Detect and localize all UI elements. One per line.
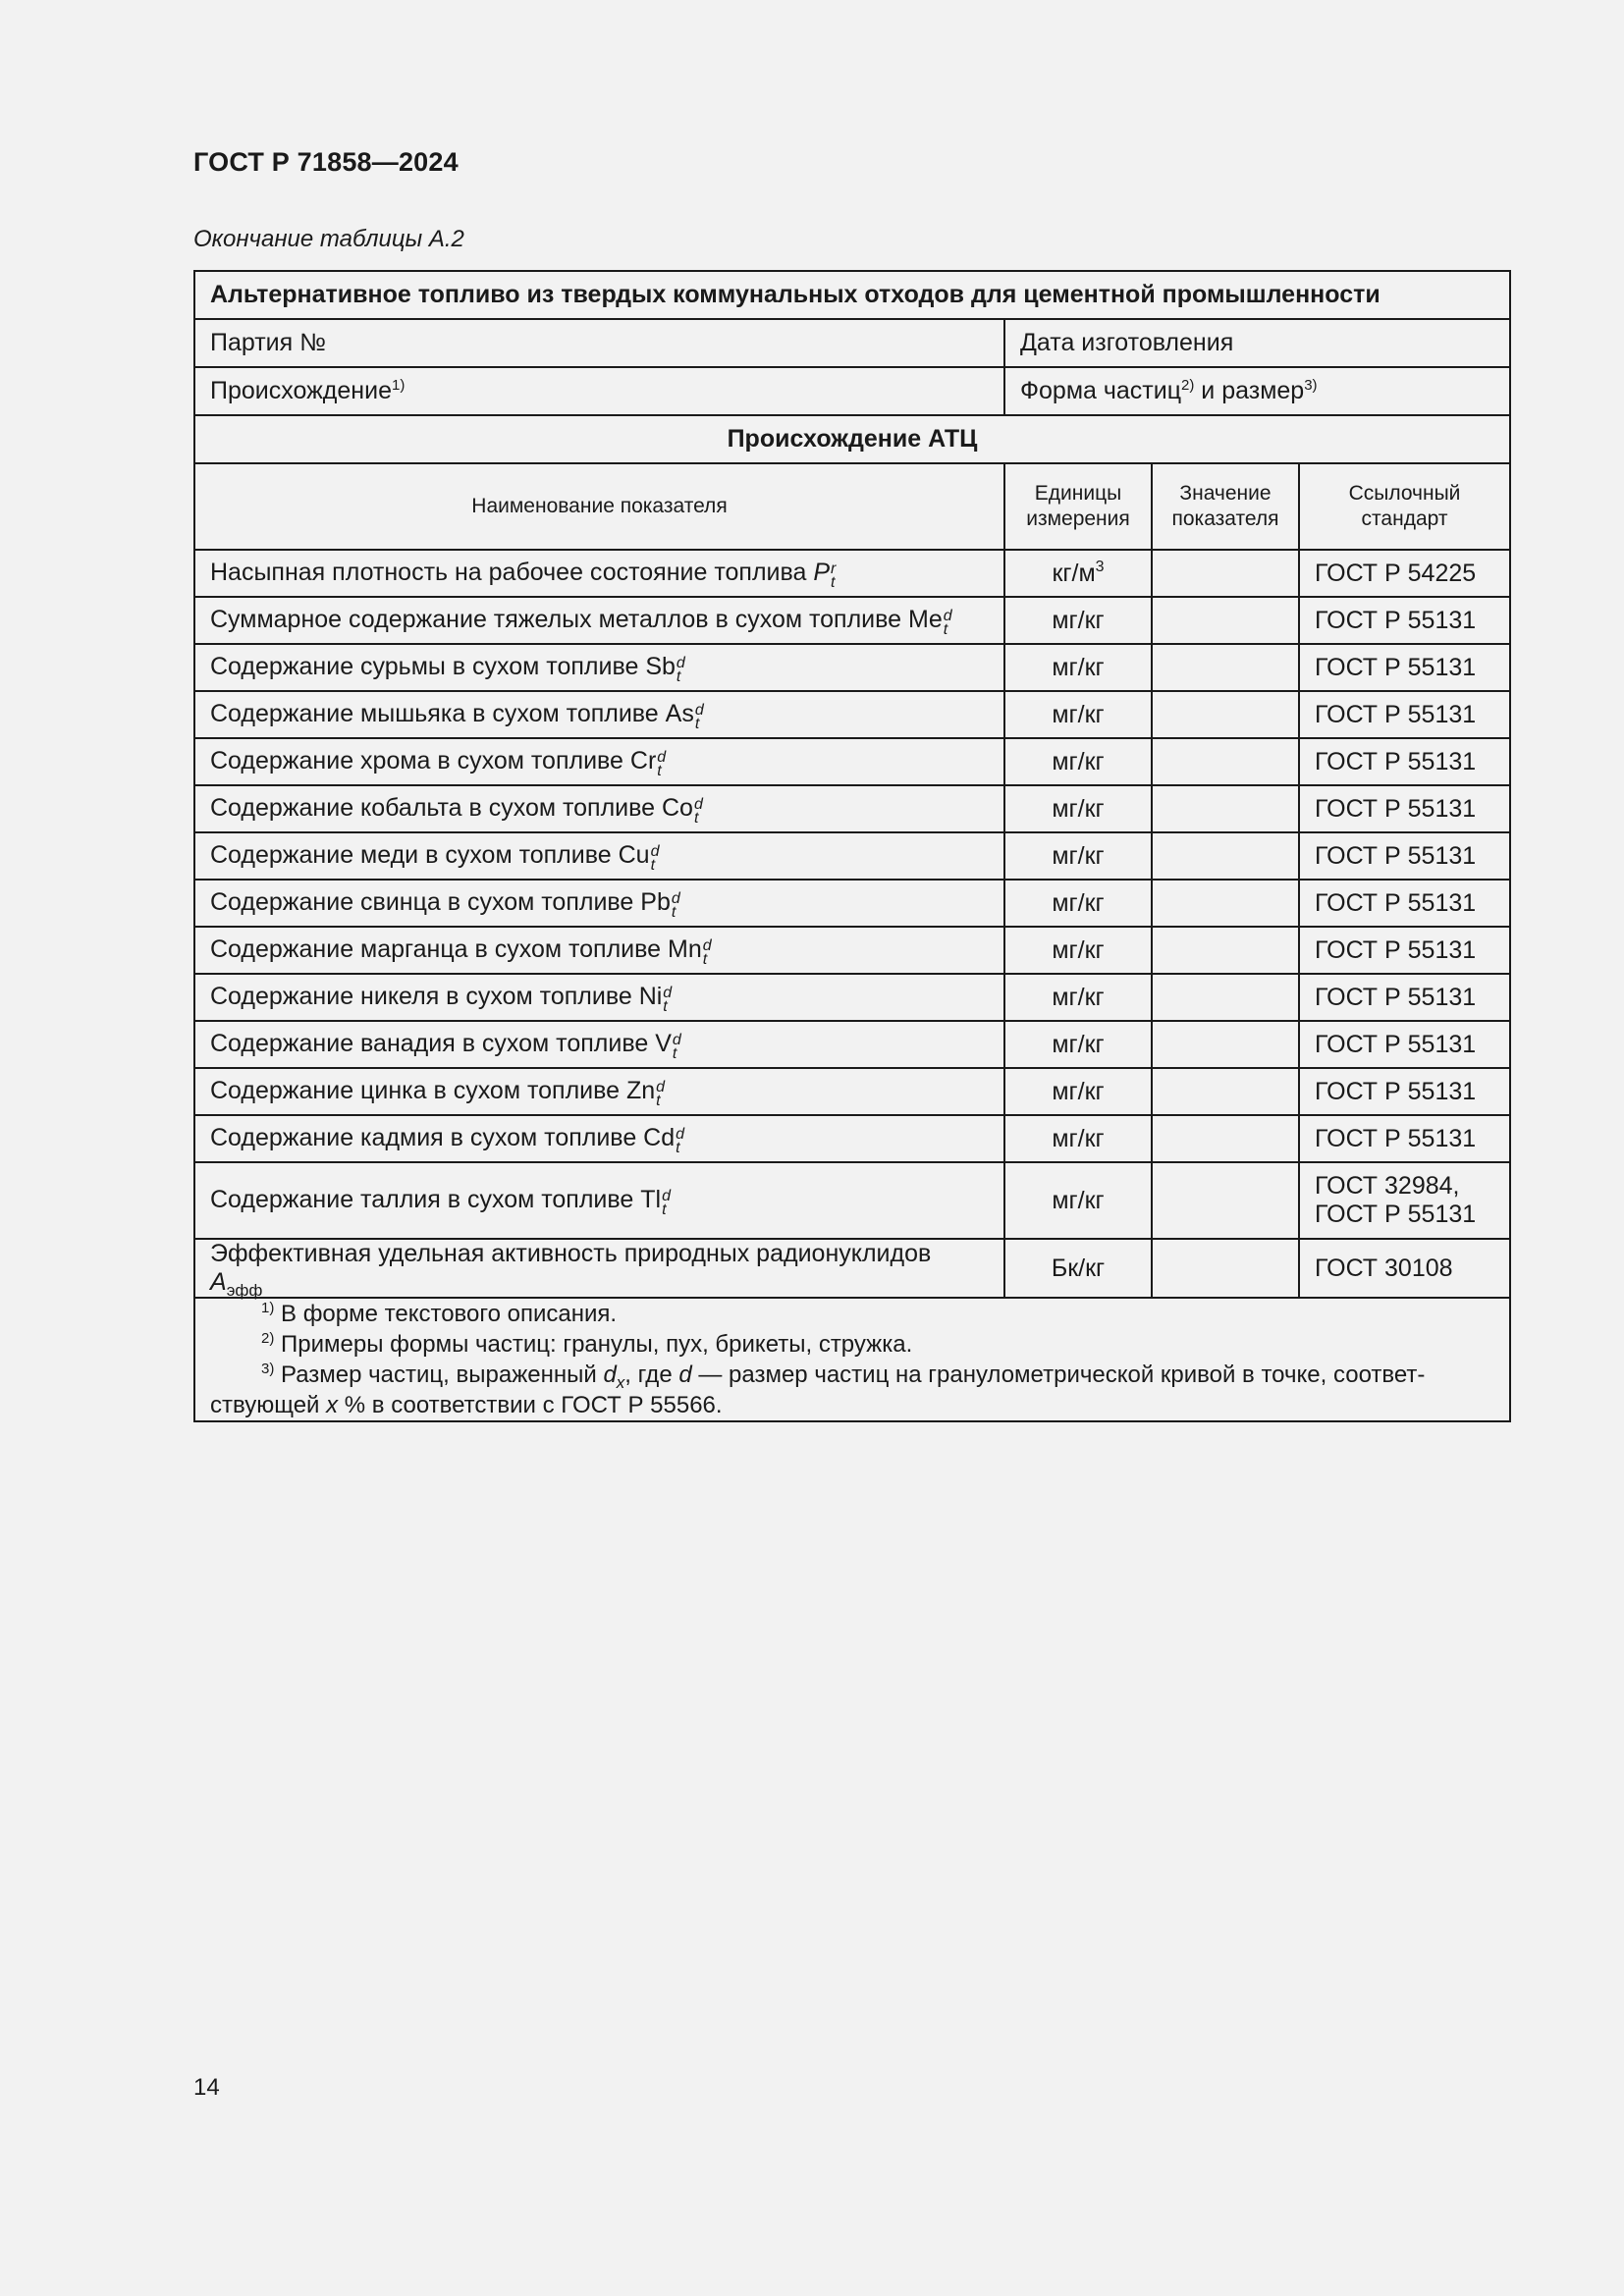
col-header-value-line1: Значение (1179, 482, 1272, 505)
symbol-sup: d (672, 1031, 681, 1048)
column-header-row (194, 463, 1510, 550)
unit-text: мг/кг (1052, 1030, 1105, 1058)
indicator-text: Содержание кадмия в сухом топливе (210, 1124, 644, 1152)
symbol-sup: d (676, 1125, 685, 1143)
table-row (194, 832, 1510, 880)
footnote-3-text-c: — размер частиц на гранулометрической кривой в точке, соответ- (691, 1362, 1426, 1388)
indicator-symbol (643, 1124, 685, 1156)
unit-text: мг/кг (1052, 747, 1105, 775)
unit-sup: 3 (1095, 558, 1105, 575)
section-title: Происхождение АТЦ (194, 415, 1510, 463)
unit-cell (1004, 1115, 1152, 1162)
unit-cell (1004, 644, 1152, 691)
unit-cell (1004, 927, 1152, 974)
value-cell (1152, 927, 1299, 974)
indicator-name (194, 550, 1004, 597)
ref-cell: ГОСТ Р 55131 (1299, 644, 1510, 691)
symbol-sub: t (676, 1139, 680, 1156)
indicator-text: Содержание цинка в сухом топливе (210, 1077, 626, 1105)
value-cell (1152, 785, 1299, 832)
section-row (194, 415, 1510, 463)
indicator-text: Содержание никеля в сухом топливе (210, 983, 639, 1011)
symbol-sup: r (831, 560, 837, 577)
col-header-unit-line2: измерения (1026, 507, 1130, 530)
indicator-text: Насыпная плотность на рабочее состояние топлива (210, 559, 814, 587)
table-row-activity (194, 1239, 1510, 1298)
ref-cell: ГОСТ Р 54225 (1299, 550, 1510, 597)
unit-text: мг/кг (1052, 606, 1105, 634)
symbol-sub: t (702, 950, 708, 968)
indicator-text: Содержание кобальта в сухом топливе (210, 794, 662, 823)
symbol-sup: d (662, 1187, 671, 1204)
footnote-3-x: x (326, 1392, 339, 1418)
footnote-1 (210, 1299, 1494, 1329)
indicator-symbol (655, 1030, 681, 1062)
footnote-3 (210, 1360, 1494, 1390)
footnote-3-text-b: , где (624, 1362, 679, 1388)
symbol-sub: t (671, 903, 677, 921)
table-row (194, 1115, 1510, 1162)
ref-cell: ГОСТ Р 55131 (1299, 927, 1510, 974)
footnotes-row (194, 1298, 1510, 1421)
shape-label: Форма частиц (1020, 377, 1182, 404)
indicator-symbol (668, 935, 712, 968)
indicator-text: Содержание хрома в сухом топливе (210, 747, 630, 775)
indicator-name (194, 597, 1004, 644)
value-cell (1152, 1162, 1299, 1239)
table-row (194, 691, 1510, 738)
size-label: и размер (1194, 377, 1305, 404)
batch-row (194, 319, 1510, 367)
footnote-2 (210, 1329, 1494, 1360)
unit-cell: мг/кг (1004, 1162, 1152, 1239)
col-header-unit (1004, 463, 1152, 550)
table-title-row (194, 271, 1510, 319)
symbol-base: Zn (625, 1077, 656, 1105)
indicator-name (194, 880, 1004, 927)
unit-cell (1004, 785, 1152, 832)
ref-cell: ГОСТ Р 55131 (1299, 880, 1510, 927)
unit-text: мг/кг (1052, 888, 1105, 917)
value-cell (1152, 691, 1299, 738)
footnote-ref-3: 3) (1304, 377, 1318, 394)
col-header-ref (1299, 463, 1510, 550)
table-row (194, 1068, 1510, 1115)
col-header-name: Наименование показателя (194, 463, 1004, 550)
symbol-sup: d (656, 1078, 666, 1095)
symbol-indices (694, 701, 704, 732)
footnote-1-mark: 1) (261, 1300, 275, 1316)
indicator-text: Содержание меди в сухом топливе (210, 841, 619, 870)
value-cell (1152, 550, 1299, 597)
date-label: Дата изготовления (1004, 319, 1510, 367)
origin-label: Происхождение (210, 377, 392, 404)
symbol-indices (676, 1125, 685, 1156)
symbol-sup: d (694, 701, 704, 719)
unit-cell (1004, 597, 1152, 644)
unit-cell (1004, 550, 1152, 597)
symbol-base: Pb (640, 888, 671, 917)
shape-cell (1004, 367, 1510, 415)
symbol-base: Me (908, 606, 943, 634)
symbol-indices (672, 1031, 681, 1062)
symbol-base: Co (662, 794, 693, 823)
indicator-symbol (665, 700, 704, 732)
footnote-2-text: Примеры формы частиц: гранулы, пух, брикеты, стружка. (274, 1331, 913, 1358)
unit-text: мг/кг (1052, 983, 1105, 1011)
symbol-sub: t (831, 573, 836, 591)
symbol-sub: t (650, 856, 656, 874)
symbol-sup: d (671, 889, 680, 907)
ref-line1: ГОСТ 32984, (1315, 1172, 1460, 1200)
unit-text: мг/кг (1052, 1077, 1105, 1105)
symbol-base: Ni (638, 983, 663, 1011)
indicator-symbol (618, 841, 660, 874)
footnote-1-text: В форме текстового описания. (274, 1301, 618, 1327)
unit-text: мг/кг (1052, 1124, 1105, 1152)
symbol-sup: d (702, 936, 712, 954)
symbol-base: V (655, 1030, 672, 1058)
indicator-text: Эффективная удельная активность природных радионуклидов (210, 1240, 932, 1267)
indicator-name (194, 1115, 1004, 1162)
indicator-symbol (908, 606, 952, 638)
unit-cell (1004, 1068, 1152, 1115)
indicator-symbol (645, 653, 685, 685)
ref-cell: ГОСТ Р 55131 (1299, 1021, 1510, 1068)
symbol-indices (663, 984, 673, 1015)
table-row (194, 644, 1510, 691)
table-caption: Окончание таблицы А.2 (193, 226, 464, 252)
value-cell (1152, 974, 1299, 1021)
table-row (194, 880, 1510, 927)
value-cell (1152, 832, 1299, 880)
unit-cell (1004, 738, 1152, 785)
footnote-3-symbol: d (603, 1362, 617, 1388)
indicator-symbol (638, 983, 673, 1015)
table-row-thallium (194, 1162, 1510, 1239)
value-cell (1152, 644, 1299, 691)
indicator-name (194, 1162, 1004, 1239)
indicator-symbol (662, 794, 703, 827)
symbol-sup: d (943, 607, 952, 624)
indicator-symbol (813, 559, 837, 591)
symbol-base: As (665, 700, 694, 728)
symbol-sub: t (676, 667, 681, 685)
col-header-ref-line1: Ссылочный (1348, 482, 1461, 505)
indicator-name (194, 1021, 1004, 1068)
indicator-text: Содержание таллия в сухом топливе (210, 1186, 641, 1214)
footnote-ref-1: 1) (391, 377, 406, 394)
footnote-3-cont-a: ствующей (210, 1392, 327, 1418)
unit-cell (1004, 691, 1152, 738)
ref-line2: ГОСТ Р 55131 (1315, 1201, 1477, 1228)
col-header-unit-line1: Единицы (1034, 482, 1122, 505)
symbol-base: Cr (629, 747, 657, 775)
symbol-base: Cd (643, 1124, 676, 1152)
origin-cell (194, 367, 1004, 415)
value-cell (1152, 597, 1299, 644)
fuel-properties-table (193, 270, 1511, 1422)
symbol-sub: t (656, 1092, 661, 1109)
symbol-base: A (210, 1268, 227, 1296)
indicator-text: Содержание мышьяка в сухом топливе (210, 700, 666, 728)
footnote-ref-2: 2) (1181, 377, 1195, 394)
symbol-sub: t (662, 1201, 667, 1218)
unit-cell (1004, 974, 1152, 1021)
symbol-sub: t (663, 997, 668, 1015)
symbol-base: P (813, 559, 831, 587)
table-row (194, 738, 1510, 785)
footnote-3-mark: 3) (261, 1361, 275, 1377)
symbol-base: Mn (668, 935, 702, 964)
symbol-sup: d (657, 748, 667, 766)
ref-cell: ГОСТ 30108 (1299, 1239, 1510, 1298)
origin-row (194, 367, 1510, 415)
table-row (194, 927, 1510, 974)
table-row (194, 597, 1510, 644)
symbol-sup: d (676, 654, 685, 671)
ref-cell: ГОСТ Р 55131 (1299, 738, 1510, 785)
indicator-text: Содержание марганца в сухом топливе (210, 935, 668, 964)
ref-cell: ГОСТ Р 55131 (1299, 1115, 1510, 1162)
indicator-name (194, 738, 1004, 785)
unit-text: мг/кг (1052, 935, 1105, 964)
indicator-symbol (625, 1077, 666, 1109)
ref-cell (1299, 1162, 1510, 1239)
unit-cell (1004, 1021, 1152, 1068)
unit-text: мг/кг (1052, 794, 1105, 823)
indicator-name (194, 832, 1004, 880)
table-row (194, 785, 1510, 832)
ref-cell: ГОСТ Р 55131 (1299, 832, 1510, 880)
symbol-indices (676, 654, 685, 685)
page-number: 14 (193, 2074, 220, 2101)
indicator-name (194, 644, 1004, 691)
symbol-sub: t (657, 762, 662, 779)
table-row (194, 1021, 1510, 1068)
col-header-value-line2: показателя (1171, 507, 1279, 530)
unit-cell (1004, 832, 1152, 880)
ref-cell: ГОСТ Р 55131 (1299, 785, 1510, 832)
unit-text: кг/м (1052, 559, 1096, 587)
col-header-value (1152, 463, 1299, 550)
footnote-2-mark: 2) (261, 1330, 275, 1347)
footnote-3-continuation (210, 1390, 1494, 1420)
value-cell (1152, 1068, 1299, 1115)
symbol-sup: d (693, 795, 703, 813)
symbol-indices (693, 795, 703, 827)
indicator-name (194, 691, 1004, 738)
indicator-name (194, 1068, 1004, 1115)
symbol-sub: t (943, 620, 948, 638)
indicator-symbol (640, 888, 680, 921)
symbol-indices (650, 842, 660, 874)
footnotes-cell (194, 1298, 1510, 1421)
value-cell (1152, 880, 1299, 927)
symbol-sub: эфф (226, 1281, 263, 1300)
value-cell (1152, 1115, 1299, 1162)
indicator-text: Содержание сурьмы в сухом топливе (210, 653, 646, 681)
ref-cell: ГОСТ Р 55131 (1299, 974, 1510, 1021)
col-header-ref-line2: стандарт (1361, 507, 1448, 530)
symbol-sup: d (650, 842, 660, 860)
unit-cell: Бк/кг (1004, 1239, 1152, 1298)
footnote-3-symbol-sub: x (616, 1373, 625, 1392)
symbol-sub: t (693, 809, 699, 827)
batch-label: Партия № (194, 319, 1004, 367)
ref-cell: ГОСТ Р 55131 (1299, 691, 1510, 738)
indicator-name (194, 927, 1004, 974)
symbol-indices (702, 936, 712, 968)
symbol-indices (671, 889, 680, 921)
symbol-sub: t (672, 1044, 677, 1062)
table-title: Альтернативное топливо из твердых коммунальных отходов для цементной промышленности (194, 271, 1510, 319)
value-cell (1152, 1021, 1299, 1068)
symbol-sup: d (663, 984, 673, 1001)
indicator-text: Содержание ванадия в сухом топливе (210, 1030, 656, 1058)
symbol-indices (657, 748, 667, 779)
indicator-text: Содержание свинца в сухом топливе (210, 888, 641, 917)
symbol-indices (943, 607, 952, 638)
symbol-indices (831, 562, 836, 590)
unit-cell (1004, 880, 1152, 927)
indicator-name (194, 1239, 1004, 1298)
indicator-text: Суммарное содержание тяжелых металлов в сухом топливе (210, 606, 908, 634)
unit-text: мг/кг (1052, 841, 1105, 870)
indicator-symbol (640, 1186, 671, 1218)
ref-cell: ГОСТ Р 55131 (1299, 597, 1510, 644)
indicator-symbol (629, 747, 667, 779)
symbol-indices (662, 1187, 671, 1218)
value-cell (1152, 738, 1299, 785)
indicator-name (194, 785, 1004, 832)
table-row (194, 550, 1510, 597)
indicator-name (194, 974, 1004, 1021)
symbol-sub: t (694, 715, 700, 732)
footnote-3-cont-b: % в соответствии с ГОСТ Р 55566. (338, 1392, 723, 1418)
table-row (194, 974, 1510, 1021)
footnote-3-text-a: Размер частиц, выраженный (274, 1362, 604, 1388)
symbol-base: Tl (640, 1186, 662, 1214)
document-header: ГОСТ Р 71858—2024 (193, 147, 459, 177)
unit-text: мг/кг (1052, 653, 1105, 681)
ref-cell: ГОСТ Р 55131 (1299, 1068, 1510, 1115)
symbol-base: Sb (645, 653, 676, 681)
symbol-indices (656, 1078, 666, 1109)
value-cell (1152, 1239, 1299, 1298)
unit-text: мг/кг (1052, 700, 1105, 728)
footnote-3-d: d (678, 1362, 692, 1388)
symbol-base: Cu (618, 841, 650, 870)
